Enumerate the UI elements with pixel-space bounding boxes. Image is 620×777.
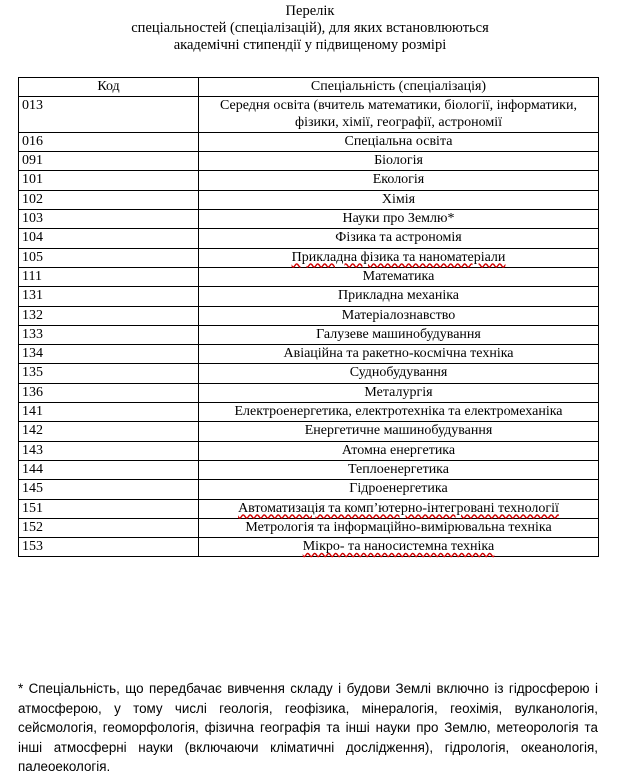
row-specialty: Біологія: [199, 152, 599, 171]
table-row: [19, 325, 599, 344]
table-row: [19, 480, 599, 499]
row-code: 104: [19, 229, 199, 248]
document-subtitle-line-2: академічні стипендії у підвищеному розмірі: [173, 37, 447, 53]
spellcheck-text: Автоматизація та комп’ютерно-інтегровані технології: [238, 500, 559, 516]
table-row: [19, 538, 599, 557]
table-row: [19, 267, 599, 286]
table-row: [19, 97, 599, 133]
table-row: [19, 364, 599, 383]
row-specialty: Прикладна механіка: [199, 287, 599, 306]
row-specialty: Суднобудування: [199, 364, 599, 383]
row-code: 135: [19, 364, 199, 383]
row-specialty: Теплоенергетика: [199, 460, 599, 479]
row-code: 143: [19, 441, 199, 460]
row-specialty: Спеціальна освіта: [199, 132, 599, 151]
row-code: 101: [19, 171, 199, 190]
row-specialty: Атомна енергетика: [199, 441, 599, 460]
document-subtitle-line-1: спеціальностей (спеціалізацій), для яких встановлюються: [131, 20, 489, 36]
document-title: Перелік: [285, 3, 335, 19]
row-specialty: Хімія: [199, 190, 599, 209]
table-row: [19, 190, 599, 209]
row-code: 152: [19, 518, 199, 537]
table-row: [19, 210, 599, 229]
row-specialty: Екологія: [199, 171, 599, 190]
row-code: 091: [19, 152, 199, 171]
row-specialty: Гідроенергетика: [199, 480, 599, 499]
specialties-table: [18, 77, 599, 557]
row-specialty: Металургія: [199, 383, 599, 402]
row-code: 144: [19, 460, 199, 479]
row-code: 133: [19, 325, 199, 344]
row-code: 136: [19, 383, 199, 402]
table-row: [19, 132, 599, 151]
row-code: 131: [19, 287, 199, 306]
row-code: 111: [19, 267, 199, 286]
footnote: * Спеціальність, що передбачає вивчення складу і будови Землі включно із гідросферою і атмосферою, у тому числі геологія, геофізика, мінералогія, геохімія, вулканологія, сейсмологія, геоморфологія, фізична географія та інші науки про Землю, метеорологія та інші атмосферні науки (включаючи кліматичні дослідження), гідрологія, океанологія, палеоекологія.: [18, 681, 598, 774]
table-row: [19, 518, 599, 537]
table-row: [19, 345, 599, 364]
table-header-row: [19, 78, 599, 97]
table-row: [19, 422, 599, 441]
spellcheck-text: Прикладна фізика та наноматеріали: [291, 249, 506, 265]
row-specialty: [199, 538, 599, 557]
table-row: [19, 229, 599, 248]
row-code: 153: [19, 538, 199, 557]
row-code: 151: [19, 499, 199, 518]
table-row: [19, 152, 599, 171]
row-code: 013: [19, 97, 199, 133]
row-specialty: Математика: [199, 267, 599, 286]
table-row: [19, 441, 599, 460]
row-specialty: Енергетичне машинобудування: [199, 422, 599, 441]
table-row: [19, 383, 599, 402]
table-row: [19, 171, 599, 190]
row-code: 134: [19, 345, 199, 364]
row-specialty: Науки про Землю*: [199, 210, 599, 229]
row-code: 016: [19, 132, 199, 151]
row-specialty: [199, 248, 599, 267]
column-header-code: Код: [19, 78, 199, 97]
table-row: [19, 287, 599, 306]
row-specialty: Електроенергетика, електротехніка та електромеханіка: [199, 403, 599, 422]
row-specialty: Авіаційна та ракетно-космічна техніка: [199, 345, 599, 364]
row-code: 103: [19, 210, 199, 229]
row-specialty: Матеріалознавство: [199, 306, 599, 325]
row-specialty: Фізика та астрономія: [199, 229, 599, 248]
row-code: 141: [19, 403, 199, 422]
row-code: 105: [19, 248, 199, 267]
row-specialty: Середня освіта (вчитель математики, біології, інформатики, фізики, хімії, географії, астрономії: [199, 97, 599, 133]
row-code: 145: [19, 480, 199, 499]
row-specialty: [199, 499, 599, 518]
table-row: [19, 403, 599, 422]
row-specialty: Метрологія та інформаційно-вимірювальна техніка: [199, 518, 599, 537]
table-row: [19, 460, 599, 479]
row-code: 132: [19, 306, 199, 325]
column-header-specialty: Спеціальність (спеціалізація): [199, 78, 599, 97]
spellcheck-text: Мікро- та наносистемна техніка: [302, 539, 495, 555]
table-row: [19, 248, 599, 267]
table-row: [19, 499, 599, 518]
row-code: 142: [19, 422, 199, 441]
row-specialty: Галузеве машинобудування: [199, 325, 599, 344]
table-row: [19, 306, 599, 325]
row-code: 102: [19, 190, 199, 209]
